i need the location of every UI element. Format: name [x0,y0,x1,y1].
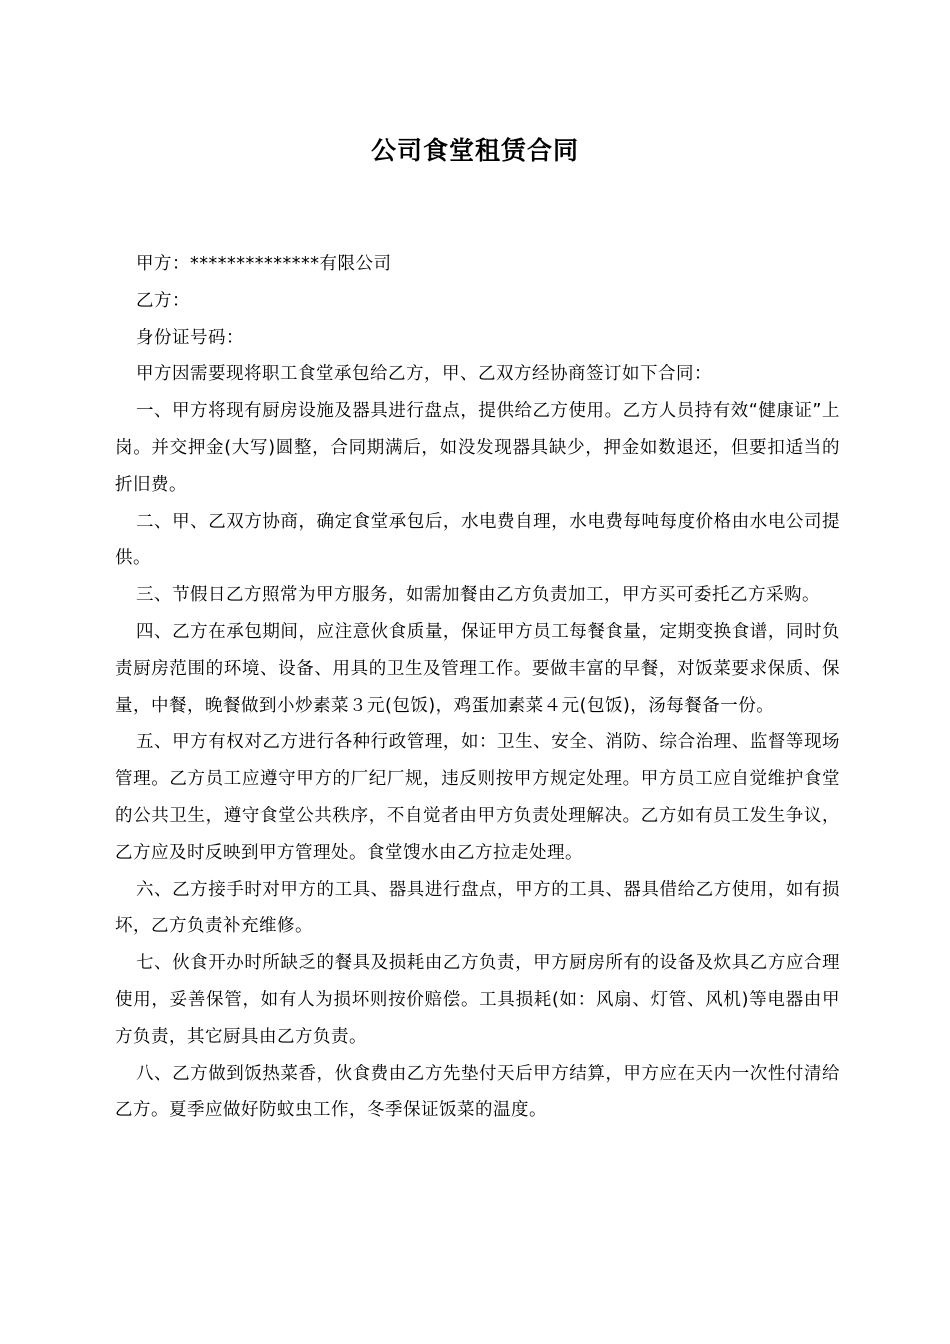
document-body [115,246,840,1129]
clause-2: 二、甲、乙双方协商，确定食堂承包后，水电费自理，水电费每吨每度价格由水电公司提供。 [115,511,840,569]
clause-1: 一、甲方将现有厨房设施及器具进行盘点，提供给乙方使用。乙方人员持有效“健康证”上岗。并交押金(大写)圆整，合同期满后，如没发现器具缺少，押金如数退还，但要扣适当的折旧费。 [115,401,840,495]
party-a-line: 甲方：**************有限公司 [136,254,392,274]
id-number-line: 身份证号码： [136,327,244,348]
document-title: 公司食堂租赁合同 [370,136,579,165]
clause-4: 四、乙方在承包期间，应注意伙食质量，保证甲方员工每餐食量，定期变换食谱，同时负责厨房范围的环境、设备、用具的卫生及管理工作。要做丰富的早餐，对饭菜要求保质、保量，中餐，晚餐做到小炒素菜３元(包饭)，鸡蛋加素菜４元(包饭)，汤每餐备一份。 [115,621,840,716]
clause-8: 八、乙方做到饭热菜香，伙食费由乙方先垫付天后甲方结算，甲方应在天内一次性付清给乙方。夏季应做好防蚊虫工作，冬季保证饭菜的温度。 [115,1063,840,1121]
clause-7: 七、伙食开办时所缺乏的餐具及损耗由乙方负责，甲方厨房所有的设备及炊具乙方应合理使用，妥善保管，如有人为损坏则按价赔偿。工具损耗(如：风扇、灯管、风机)等电器由甲方负责，其它厨具由乙方负责。 [115,953,840,1047]
clause-5: 五、甲方有权对乙方进行各种行政管理，如：卫生、安全、消防、综合治理、监督等现场管理。乙方员工应遵守甲方的厂纪厂规，违反则按甲方规定处理。甲方员工应自觉维护食堂的公共卫生，遵守食堂公共秩序，不自觉者由甲方负责处理解决。乙方如有员工发生争议，乙方应及时反映到甲方管理处。食堂馊水由乙方拉走处理。 [115,732,840,863]
clause-3: 三、节假日乙方照常为甲方服务，如需加餐由乙方负责加工，甲方买可委托乙方采购。 [136,585,820,606]
intro-paragraph: 甲方因需要现将职工食堂承包给乙方，甲、乙双方经协商签订如下合同： [136,364,712,385]
party-b-line: 乙方： [136,290,190,311]
clause-6: 六、乙方接手时对甲方的工具、器具进行盘点，甲方的工具、器具借给乙方使用，如有损坏，乙方负责补充维修。 [115,879,840,937]
